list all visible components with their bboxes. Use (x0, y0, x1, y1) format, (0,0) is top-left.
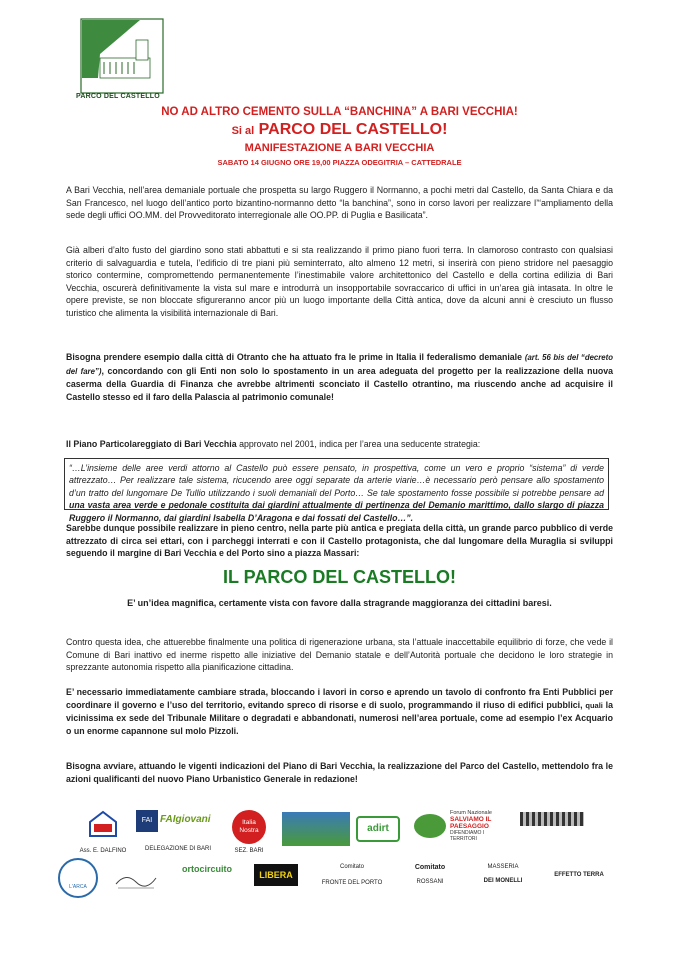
comitato-rossani (402, 864, 458, 885)
cultural-association-logo (114, 870, 158, 890)
paragraph-7: Contro questa idea, che attuerebbe finalmente una politica di rigenerazione urbana, sta l’attuale inaccettabile equilibrio di forze, che vede il Comune di Bari inattivo ed inerme rispetto alle iniziative del Demanio statale e dell’Autorità portuale che decidono le loro strategie in sprezzante autonomia rispetto alla pianificazione cittadina. (66, 637, 613, 673)
masseria-monelli (468, 864, 538, 884)
skyline-logo (520, 812, 584, 826)
adirt-logo: adirt (356, 816, 400, 842)
comitato-fronte-porto-line2: FRONTE DEL PORTO (321, 880, 383, 886)
headline-line1: NO AD ALTRO CEMENTO SULLA “BANCHINA” A BARI VECCHIA! (161, 106, 518, 118)
paragraph-3-reference: (art. 56 bis del “decreto del fare”) (66, 353, 613, 376)
effetto-terra: EFFETTO TERRA (554, 872, 604, 878)
fai-logo: FAI (136, 810, 158, 832)
masseria-line1: MASSERIA (487, 864, 519, 870)
paragraph-8-quali: quali (585, 700, 603, 710)
italia-nostra-logo: Italia Nostra (232, 810, 266, 844)
headline-line4: SABATO 14 GIUGNO ORE 19,00 PIAZZA ODEGITRIA – CATTEDRALE (217, 158, 462, 167)
landscape-logo (282, 812, 350, 846)
paragraph-3-rest: , concordando con gli Enti non solo lo spostamento in un area adeguata del progetto per la realizzazione della nuova caserma della Guardia di Finanza che avrebbe altrimenti sconciato il Castello otrantino, ma riuscendo anche ad acquisire il Castello stesso ed il faro della Palascia al patrimonio comunale! (66, 365, 613, 402)
paragraph-2: Già alberi d’alto fusto del giardino sono stati abbattuti e si sta realizzando il primo piano fuori terra. In clamoroso contrasto con qualsiasi criterio di salvaguardia e tutela, l’edificio di tre piani più seminterrato, alto almeno 12 metri, si inserirà con pieno stridore nel paesaggio storico contermine, compromettendo permanentemente l’inestimabile valore architettonico del Castello e della cortina edilizia di Bari Vecchia, oscurerà definitivamente la vista sul mare e introdurrà un insopportabile sovraccarico di uffici in un’area già intasata. In oltre le opere previste, se non bloccate sfigureranno ancor più un luogo importante della Città antica, dove da alcuni anni è cresciuto un flusso turistico che alimenta la visibilità internazionale di Bari. (66, 245, 613, 318)
quote-text: “…L’insieme delle aree verdi attorno al Castello può essere pensato, in prospettiva, come un vero e proprio “sistema” di verde attrezzato… Per realizzare tale sistema, ricucendo aree oggi separate da arterie viarie…è necessario però pensare allo spostamento d’un tratto del lungomare De Tullio utilizzando i suoli demaniali del Porto… Se tale spostamento fosse possibile si potrebbe pensare ad (69, 463, 604, 498)
quote-box (64, 458, 609, 523)
forum-emblem (414, 814, 446, 838)
headline-line2 (0, 121, 679, 139)
paragraph-8 (66, 686, 613, 737)
paragraph-5: Sarebbe dunque possibile realizzare in pieno centro, nella parte più antica e pregiata della città, un grande parco pubblico di verde attrezzato di circa sei ettari, con i parcheggi interrati e con il Castello protagonista, che dal lungomare della Muraglia si sviluppi seguendo il margine di Bari Vecchia e del Porto sino a piazza Massari: (66, 523, 613, 559)
comitato-fronte-porto (312, 864, 392, 886)
quote-bold: una vasta area verde e pedonale costituita dai giardini attualmente di pertinenza del Demanio marittimo, dallo slargo di piazza Ruggero il Normanno, dai giardini Isabella D’Aragona e dai fossati del Castello…”. (69, 500, 604, 523)
forum-title: Forum Nazionale (450, 810, 492, 816)
masseria-line2: DEI MONELLI (483, 878, 523, 884)
libera-logo: LIBERA (254, 864, 298, 886)
headline-line2-prefix: Si al (231, 125, 255, 137)
forum-logo (412, 810, 508, 844)
forum-sub: DIFENDIAMO I TERRITORI (450, 830, 485, 842)
paragraph-4 (66, 438, 613, 451)
logo-label: PARCO DEL CASTELLO (76, 93, 160, 100)
paragraph-6: E’ un’idea magnifica, certamente vista con favore dalla stragrande maggioranza dei cittadini baresi. (127, 598, 552, 608)
paragraph-3 (66, 351, 613, 403)
comitato-fronte-porto-line1: Comitato (339, 864, 364, 870)
park-logo (80, 18, 164, 98)
headline-line2-main: PARCO DEL CASTELLO! (258, 121, 448, 138)
comitato-rossani-line1: Comitato (414, 864, 446, 871)
paragraph-8-main: E’ necessario immediatamente cambiare strada, bloccando i lavori in corso e aprendo un tavolo di confronto fra Enti Pubblici per coordinare il governo e l’uso del territorio, evitando spreco di risorse e di suolo, programmando il riuso di edifici pubblici, (66, 687, 613, 710)
comitato-rossani-line2: ROSSANI (416, 879, 444, 885)
forum-main: SALVIAMO IL PAESAGGIO (450, 816, 492, 830)
larca-caption: L'ARCA (69, 884, 87, 890)
paragraph-1: A Bari Vecchia, nell’area demaniale portuale che prospetta su largo Ruggero il Normanno, a pochi metri dal Castello, da Santa Chiara e da San Francesco, nel luogo dell’antico porto bizantino-normanno detto “la banchina”, sono in corso lavori per realizzare l’“ampliamento della sede degli uffici OO.MM. del Provveditorato interregionale alle OO.PP. di Puglia e Basilicata”. (66, 185, 613, 221)
ortocircuito-logo: ortocircuito (182, 864, 233, 874)
headline-line3: MANIFESTAZIONE A BARI VECCHIA (244, 142, 435, 154)
italia-nostra-caption: SEZ. BARI (234, 848, 264, 854)
acli-caption: Ass. E. DALFINO (79, 848, 127, 854)
paragraph-3-main: Bisogna prendere esempio dalla città di Otranto che ha attuato fra le prime in Italia il federalismo demaniale (66, 352, 523, 362)
fai-caption: DELEGAZIONE DI BARI (144, 846, 211, 852)
sponsor-logos (56, 808, 616, 948)
big-title: IL PARCO DEL CASTELLO! (222, 567, 456, 587)
fai-giovani-logo: FAIgiovani (160, 814, 211, 825)
paragraph-4-bold: Il Piano Particolareggiato di Bari Vecchia (66, 439, 237, 449)
paragraph-9: Bisogna avviare, attuando le vigenti indicazioni del Piano di Bari Vecchia, la realizzazione del Parco del Castello, mettendolo fra le azioni qualificanti del nuovo Piano Urbanistico Generale in redazione! (66, 761, 613, 784)
paragraph-8-rest: la vicinissima ex sede del Tribunale Militare o degradati e abbandonati, numerosi nell’area portuale, come ad esempio l’ex Acquario o un enorme capannone sul molo Pizzoli. (66, 699, 614, 736)
paragraph-4-rest: approvato nel 2001, indica per l’area una seducente strategia: (236, 439, 481, 449)
larca-logo (58, 858, 98, 898)
acli-logo (86, 810, 120, 840)
